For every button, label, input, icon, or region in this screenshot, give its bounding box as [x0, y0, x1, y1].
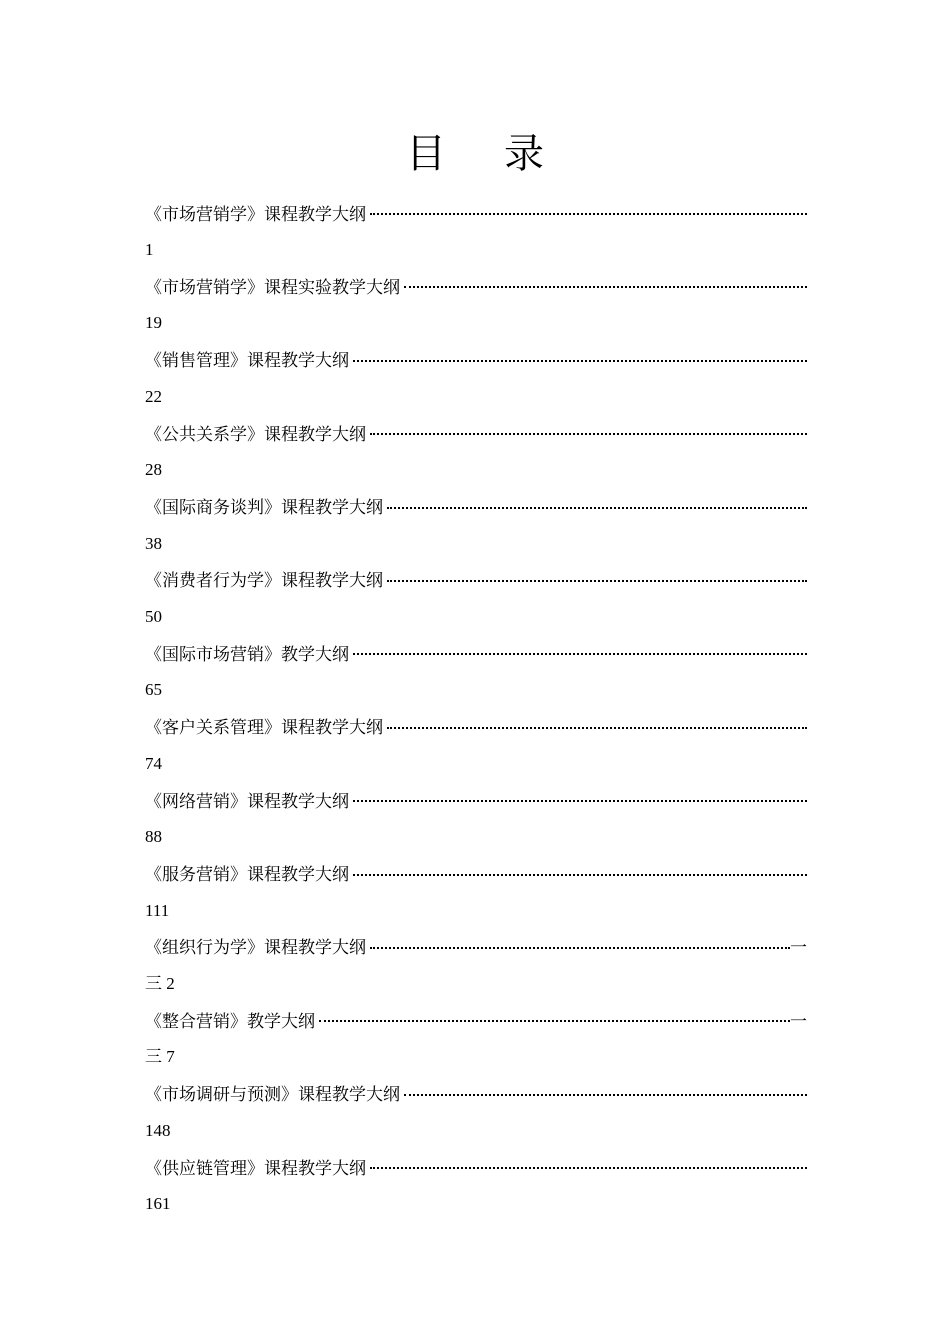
toc-page-number: 22	[145, 386, 162, 406]
toc-entry-title: 《公共关系学》课程教学大纲	[145, 424, 366, 445]
toc-leader	[370, 203, 807, 221]
toc-entry[interactable]: 《整合营销》教学大纲 一 三 7	[145, 1001, 807, 1074]
toc-entry[interactable]	[145, 194, 807, 267]
toc-entry-title: 《网络营销》课程教学大纲	[145, 791, 349, 812]
toc-entry-title: 《市场营销学》课程实验教学大纲	[145, 277, 400, 298]
toc-entry[interactable]	[145, 634, 807, 707]
toc-page-number: 38	[145, 533, 162, 553]
toc-entry[interactable]	[145, 855, 807, 928]
toc-leader	[387, 717, 807, 735]
toc-page-number: 148	[145, 1120, 171, 1140]
title-char-2: 录	[504, 131, 544, 177]
toc-entry[interactable]	[145, 267, 807, 340]
toc-leader	[370, 937, 790, 955]
table-of-contents	[145, 194, 807, 1221]
toc-entry-title: 《市场调研与预测》课程教学大纲	[145, 1085, 400, 1106]
page-title	[0, 126, 950, 182]
toc-entry[interactable]	[145, 708, 807, 781]
toc-entry[interactable]	[145, 341, 807, 414]
toc-leader	[404, 1084, 807, 1102]
toc-entry-title: 《销售管理》课程教学大纲	[145, 351, 349, 372]
toc-entry-title: 《整合营销》教学大纲	[145, 1011, 315, 1032]
toc-entry-title: 《组织行为学》课程教学大纲	[145, 938, 366, 959]
toc-page-number: 50	[145, 606, 162, 626]
toc-leader	[370, 423, 807, 441]
toc-page-number: 161	[145, 1194, 171, 1214]
toc-entry[interactable]	[145, 1148, 807, 1221]
title-char-1: 目	[406, 131, 446, 177]
toc-leader	[404, 276, 807, 294]
toc-page-number: 19	[145, 313, 162, 333]
toc-entry-title: 《客户关系管理》课程教学大纲	[145, 718, 383, 739]
toc-leader	[370, 1157, 807, 1175]
toc-page-number: 三 2	[145, 973, 175, 993]
toc-entry-title: 《服务营销》课程教学大纲	[145, 865, 349, 886]
toc-leader	[353, 864, 807, 882]
toc-entry-title: 《国际商务谈判》课程教学大纲	[145, 498, 383, 519]
toc-page-number: 111	[145, 900, 170, 920]
toc-entry[interactable]	[145, 1075, 807, 1148]
toc-entry[interactable]	[145, 414, 807, 487]
toc-entry-title: 《消费者行为学》课程教学大纲	[145, 571, 383, 592]
toc-page-number: 88	[145, 827, 162, 847]
toc-entry-title: 《国际市场营销》教学大纲	[145, 644, 349, 665]
toc-leader	[353, 350, 807, 368]
toc-page-number: 28	[145, 460, 162, 480]
toc-leader	[353, 790, 807, 808]
toc-page-number: 74	[145, 753, 162, 773]
toc-leader	[319, 1010, 790, 1028]
toc-leader	[353, 643, 807, 661]
toc-leader	[387, 570, 807, 588]
toc-entry[interactable]	[145, 781, 807, 854]
toc-page-number: 65	[145, 680, 162, 700]
toc-entry[interactable]	[145, 561, 807, 634]
toc-page-number: 1	[145, 240, 154, 259]
toc-entry-title: 《市场营销学》课程教学大纲	[145, 204, 366, 225]
toc-leader	[387, 497, 807, 515]
toc-entry[interactable]	[145, 488, 807, 561]
toc-page-number: 三 7	[145, 1047, 175, 1067]
toc-entry-title: 《供应链管理》课程教学大纲	[145, 1158, 366, 1179]
toc-entry[interactable]: 《组织行为学》课程教学大纲 一 三 2	[145, 928, 807, 1001]
